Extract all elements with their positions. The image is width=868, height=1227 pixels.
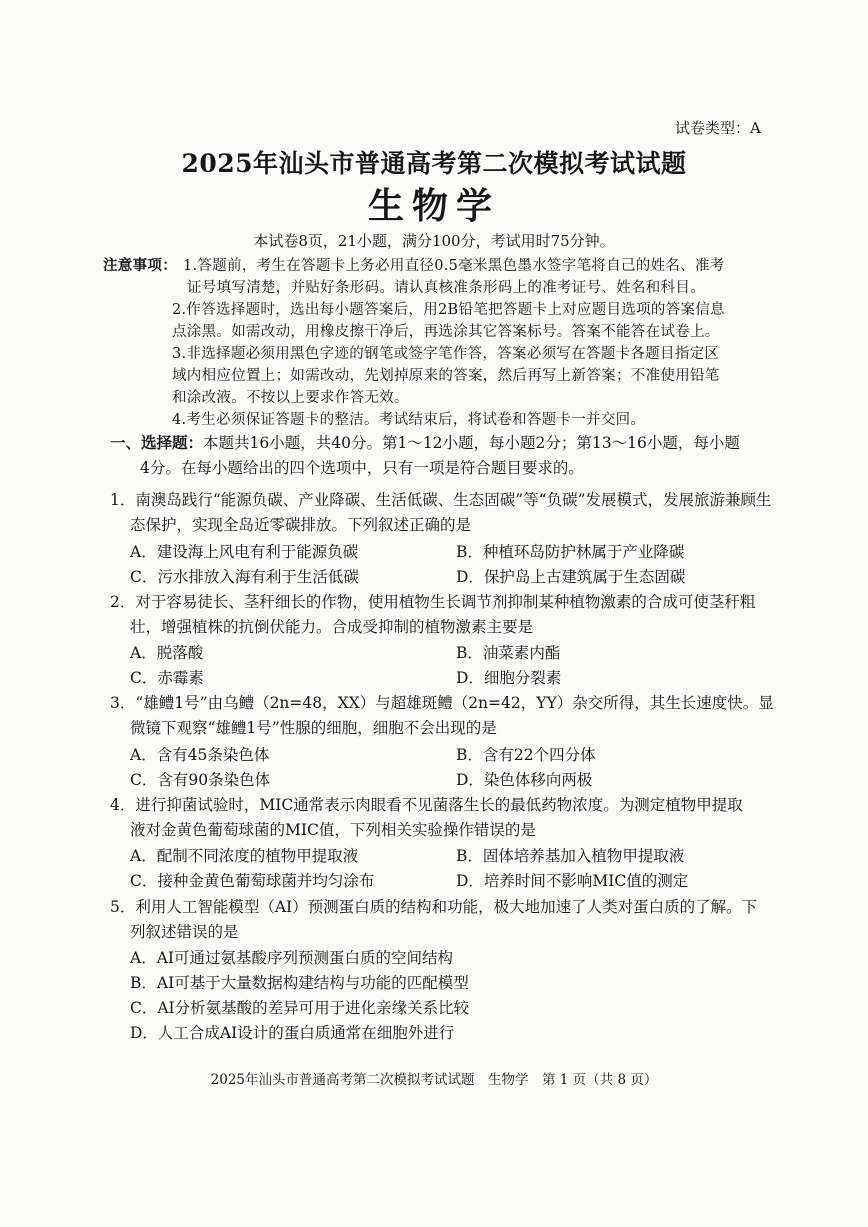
option-a: A．脱落酸 bbox=[130, 644, 204, 662]
section-heading bbox=[110, 431, 740, 453]
question-stem: 微镜下观察“雄鳢1号”性腺的细胞，细胞不会出现的是 bbox=[130, 719, 497, 737]
option-b: B．固体培养基加入植物甲提取液 bbox=[456, 847, 685, 865]
notice-line: 域内相应位置上；如需改动，先划掉原来的答案，然后再写上新答案；不准使用铅笔 bbox=[172, 368, 720, 384]
notice-line: 3.非选择题必须用黑色字迹的钢笔或签字笔作答，答案必须写在答题卡各题目指定区 bbox=[172, 346, 720, 362]
option-a: A．AI可通过氨基酸序列预测蛋白质的空间结构 bbox=[130, 949, 454, 967]
question-stem: 列叙述错误的是 bbox=[130, 923, 239, 941]
exam-info: 本试卷8页，21小题，满分100分，考试用时75分钟。 bbox=[253, 232, 615, 250]
page-footer: 2025年汕头市普通高考第二次模拟考试试题 生物学 第 1 页（共 8 页） bbox=[210, 1072, 658, 1088]
option-c: C．赤霉素 bbox=[130, 669, 204, 687]
option-d: D．保护岛上古建筑属于生态固碳 bbox=[456, 568, 686, 586]
option-c: C．接种金黄色葡萄球菌并均匀涂布 bbox=[130, 872, 375, 890]
option-d: D．染色体移向两极 bbox=[456, 771, 593, 789]
question-stem: 态保护，实现全岛近零碳排放。下列叙述正确的是 bbox=[130, 516, 472, 534]
notice-line: 证号填写清楚，并贴好条形码。请认真核准条形码上的准考证号、姓名和科目。 bbox=[187, 280, 705, 296]
notice-line: 4.考生必须保证答题卡的整洁。考试结束后，将试卷和答题卡一并交回。 bbox=[172, 412, 646, 428]
option-d: D．培养时间不影响MIC值的测定 bbox=[456, 872, 689, 890]
option-d: D．人工合成AI设计的蛋白质通常在细胞外进行 bbox=[130, 1024, 455, 1042]
option-a: A．配制不同浓度的植物甲提取液 bbox=[130, 847, 359, 865]
option-c: C．含有90条染色体 bbox=[130, 771, 271, 789]
section-heading-label: 一、选择题： bbox=[110, 433, 204, 452]
option-d: D．细胞分裂素 bbox=[456, 669, 562, 687]
option-b: B．油菜素内酯 bbox=[456, 644, 561, 662]
option-b: B．种植环岛防护林属于产业降碳 bbox=[456, 543, 685, 561]
option-b: B．含有22个四分体 bbox=[456, 746, 596, 764]
option-b: B．AI可基于大量数据构建结构与功能的匹配模型 bbox=[130, 974, 469, 992]
subject-title: 生物学 bbox=[367, 185, 500, 227]
question-stem: 4．进行抑菌试验时，MIC通常表示肉眼看不见菌落生长的最低药物浓度。为测定植物甲提取 bbox=[110, 796, 743, 814]
section-heading-text: 4分。在每小题给出的四个选项中，只有一项是符合题目要求的。 bbox=[140, 459, 584, 477]
option-c: C．AI分析氨基酸的差异可用于进化亲缘关系比较 bbox=[130, 999, 470, 1017]
notice-label: 注意事项： bbox=[103, 257, 177, 274]
question-stem: 液对金黄色葡萄球菌的MIC值，下列相关实验操作错误的是 bbox=[130, 821, 536, 839]
option-a: A．建设海上风电有利于能源负碳 bbox=[130, 543, 359, 561]
question-stem: 1．南澳岛践行“能源负碳、产业降碳、生活低碳、生态固碳”等“负碳”发展模式，发展旅游兼顾生 bbox=[110, 491, 772, 509]
notice-line: 和涂改液。不按以上要求作答无效。 bbox=[172, 390, 409, 406]
notice-line: 1.答题前，考生在答题卡上务必用直径0.5毫米黑色墨水签字笔将自己的姓名、准考 bbox=[183, 258, 725, 274]
question-stem: 5．利用人工智能模型（AI）预测蛋白质的结构和功能，极大地加速了人类对蛋白质的了解。下 bbox=[110, 898, 758, 916]
question-stem: 壮，增强植株的抗倒伏能力。合成受抑制的植物激素主要是 bbox=[130, 618, 534, 636]
question-stem: 2．对于容易徒长、茎秆细长的作物，使用植物生长调节剂抑制某种植物激素的合成可使茎秆粗 bbox=[110, 593, 756, 611]
option-a: A．含有45条染色体 bbox=[130, 746, 270, 764]
section-heading-text: 本题共16小题，共40分。第1～12小题，每小题2分；第13～16小题，每小题 bbox=[203, 434, 740, 452]
notice-line: 2.作答选择题时，选出每小题答案后，用2B铅笔把答题卡上对应题目选项的答案信息 bbox=[172, 302, 725, 318]
option-c: C．污水排放入海有利于生活低碳 bbox=[130, 568, 359, 586]
notice-line: 点涂黑。如需改动，用橡皮擦干净后，再选涂其它答案标号。答案不能答在试卷上。 bbox=[172, 324, 720, 340]
paper-type: 试卷类型：A bbox=[675, 119, 761, 137]
exam-title: 2025年汕头市普通高考第二次模拟考试试题 bbox=[181, 149, 687, 178]
question-stem: 3．“雄鳢1号”由乌鳢（2n=48，XX）与超雄斑鳢（2n=42，YY）杂交所得，其生长速度快。显 bbox=[110, 694, 774, 712]
